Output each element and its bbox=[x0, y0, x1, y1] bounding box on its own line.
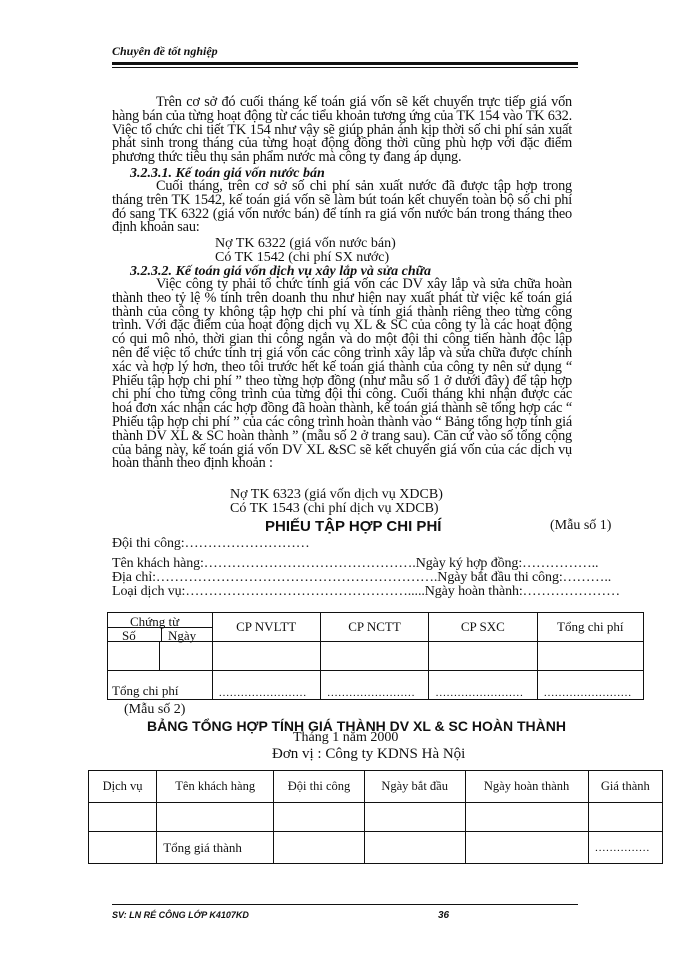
form1-header-row bbox=[108, 613, 644, 642]
entry-debit-6323: Nợ TK 6323 (giá vốn dịch vụ XDCB) bbox=[230, 487, 443, 502]
form2-body-row bbox=[89, 803, 663, 832]
header-rule-thin bbox=[112, 67, 578, 68]
paragraph-service-cost: Việc công ty phải tổ chức tính giá vốn các DV xây lắp và sửa chữa hoàn thành theo tỷ lệ % tính trên doanh thu như hiện nay xuất phát từ việc kế toán giá thành của công ty không tập hợp chi phí và tính giá thành riêng theo từng công trình. Với đặc điểm của hoạt động dịch vụ XL & SC của công ty là các hoạt động có qui mô nhỏ, thời gian thi công ngắn và do một đội thi công tiến hành độc lập nên để việc tổ chức tính trị giá vốn các công trình xây lắp và sửa chữa được chính xác và hợp lý hơn, theo tôi trước hết kế toán giá thành của công ty nên sử dụng “ Phiếu tập hợp chi phí ” theo từng hợp đồng (như mẫu số 1 ở dưới đây) để tập hợp chi phí cho từng công trình của từng đội thi công. Cuối tháng khi nhận được các hoá đơn xác nhận các hợp đồng đã hoàn thành, kế toán giá thành sẽ tổng hợp các “ Phiếu tập hợp chi phí ” của các công trình hoàn thành vào “ Bảng tổng hợp tính giá thành DV XL & SC hoàn thành ” (mẫu số 2 ở trang sau). Căn cứ vào số tổng cộng của bảng này, kế toán giá vốn DV XL &SC sẽ kết chuyển giá vốn của các dịch vụ hoàn thành theo định khoản : bbox=[112, 276, 572, 472]
col-ten-khach-hang: Tên khách hàng bbox=[157, 771, 274, 803]
total-tong: …………………… bbox=[537, 671, 643, 700]
form2-month: Tháng 1 năm 2000 bbox=[293, 730, 399, 745]
header-rule-thick bbox=[112, 62, 578, 65]
form2-total-row bbox=[89, 832, 663, 864]
entry-credit-1542: Có TK 1542 (chi phí SX nước) bbox=[215, 250, 390, 265]
cell-gia-thanh bbox=[588, 803, 662, 832]
form1-customer-line: Tên khách hàng:……………………………………….Ngày ký hợp đồng:…………….. bbox=[112, 556, 599, 571]
total-ngay-hoan-thanh bbox=[465, 832, 588, 864]
form1-team-line: Đội thi công:……………………… bbox=[112, 536, 310, 551]
chung-tu-label: Chứng từ bbox=[130, 614, 180, 629]
total-ngay-bat-dau bbox=[364, 832, 465, 864]
form2-table bbox=[88, 770, 663, 864]
total-sxc: …………………… bbox=[429, 671, 537, 700]
col-tong-chi-phi: Tổng chi phí bbox=[537, 613, 643, 642]
section-heading-3-2-3-1: 3.2.3.1. Kế toán giá vốn nước bán bbox=[130, 166, 325, 181]
col-doi-thi-cong: Đội thi công bbox=[274, 771, 365, 803]
form1-address-line: Địa chỉ:…………………………………………………….Ngày bắt đầu thi công:……….. bbox=[112, 570, 612, 585]
footer-student: SV: LN RÉ CÔNG LỚP K4107KD bbox=[112, 910, 249, 920]
total-gia-thanh: …………… bbox=[588, 832, 662, 864]
col-cp-nvltt: CP NVLTT bbox=[212, 613, 320, 642]
cell-so bbox=[108, 642, 160, 671]
paragraph-intro: Trên cơ sở đó cuối tháng kế toán giá vốn sẽ kết chuyển trực tiếp giá vốn hàng bán của từng hoạt động từ các tiểu khoản tương ứng của TK 154 vào TK 632. Việc tổ chức chi tiết TK 154 như vậy sẽ giúp phản ánh kịp thời số chi phí sản xuất phát sinh trong tháng của từng hoạt động đồng thời cũng phù hợp với đặc điểm phương thức tiêu thụ sản phẩm nước mà công ty đang áp dụng. bbox=[112, 94, 572, 166]
cell-tong bbox=[537, 642, 643, 671]
form1-body-row bbox=[108, 642, 644, 671]
cell-ngay bbox=[160, 642, 212, 671]
total-dich-vu bbox=[89, 832, 157, 864]
cell-nc bbox=[320, 642, 428, 671]
cell-ngay-bat-dau bbox=[364, 803, 465, 832]
form2-header-row bbox=[89, 771, 663, 803]
col-cp-nctt: CP NCTT bbox=[320, 613, 428, 642]
col-so: Số bbox=[122, 628, 136, 643]
cell-doi-thi-cong bbox=[274, 803, 365, 832]
cell-dich-vu bbox=[89, 803, 157, 832]
col-chung-tu bbox=[108, 613, 213, 642]
paragraph-water-cost: Cuối tháng, trên cơ sở số chi phí sản xuất nước đã được tập hợp trong tháng trên TK 1542, kế toán giá vốn sẽ làm bút toán kết chuyển toàn bộ số chi phí đó sang TK 6322 (giá vốn nước bán) để tính ra giá vốn nước bán trong tháng theo định khoản sau: bbox=[112, 178, 572, 236]
cell-ten-khach-hang bbox=[157, 803, 274, 832]
col-ngay-hoan-thanh: Ngày hoàn thành bbox=[465, 771, 588, 803]
form1-total-row bbox=[108, 671, 644, 700]
form2-sample-label: (Mẫu số 2) bbox=[124, 702, 186, 717]
col-gia-thanh: Giá thành bbox=[588, 771, 662, 803]
form1-table bbox=[107, 612, 644, 700]
page-number: 36 bbox=[438, 910, 450, 921]
col-dich-vu: Dịch vụ bbox=[89, 771, 157, 803]
form1-title: PHIẾU TẬP HỢP CHI PHÍ bbox=[265, 518, 442, 535]
cell-ngay-hoan-thanh bbox=[465, 803, 588, 832]
page-header: Chuyên đề tốt nghiệp bbox=[112, 44, 218, 58]
form2-title: BẢNG TỔNG HỢP TÍNH GIÁ THÀNH DV XL & SC HOÀN THÀNH bbox=[147, 718, 566, 734]
entry-debit-6322: Nợ TK 6322 (giá vốn nước bán) bbox=[215, 236, 396, 251]
footer-rule bbox=[112, 904, 578, 905]
cell-nvl bbox=[212, 642, 320, 671]
col-ngay-bat-dau: Ngày bắt đầu bbox=[364, 771, 465, 803]
col-ngay: Ngày bbox=[168, 628, 197, 643]
col-cp-sxc: CP SXC bbox=[429, 613, 537, 642]
section-heading-3-2-3-2: 3.2.3.2. Kế toán giá vốn dịch vụ xây lắp và sửa chữa bbox=[130, 264, 432, 279]
total-doi-thi-cong bbox=[274, 832, 365, 864]
so-ngay-divider bbox=[161, 627, 162, 641]
cell-sxc bbox=[429, 642, 537, 671]
form1-service-line: Loại dịch vụ:………………………………………….....Ngày hoàn thành:………………… bbox=[112, 584, 620, 599]
form1-sample-label: (Mẫu số 1) bbox=[550, 518, 612, 533]
total-label-gia-thanh: Tổng giá thành bbox=[157, 832, 274, 864]
form2-unit: Đơn vị : Công ty KDNS Hà Nội bbox=[272, 746, 466, 762]
total-label: Tổng chi phí bbox=[108, 671, 213, 700]
entry-credit-1543: Có TK 1543 (chi phí dịch vụ XDCB) bbox=[230, 501, 439, 516]
total-nvl: …………………… bbox=[212, 671, 320, 700]
total-nc: …………………… bbox=[320, 671, 428, 700]
